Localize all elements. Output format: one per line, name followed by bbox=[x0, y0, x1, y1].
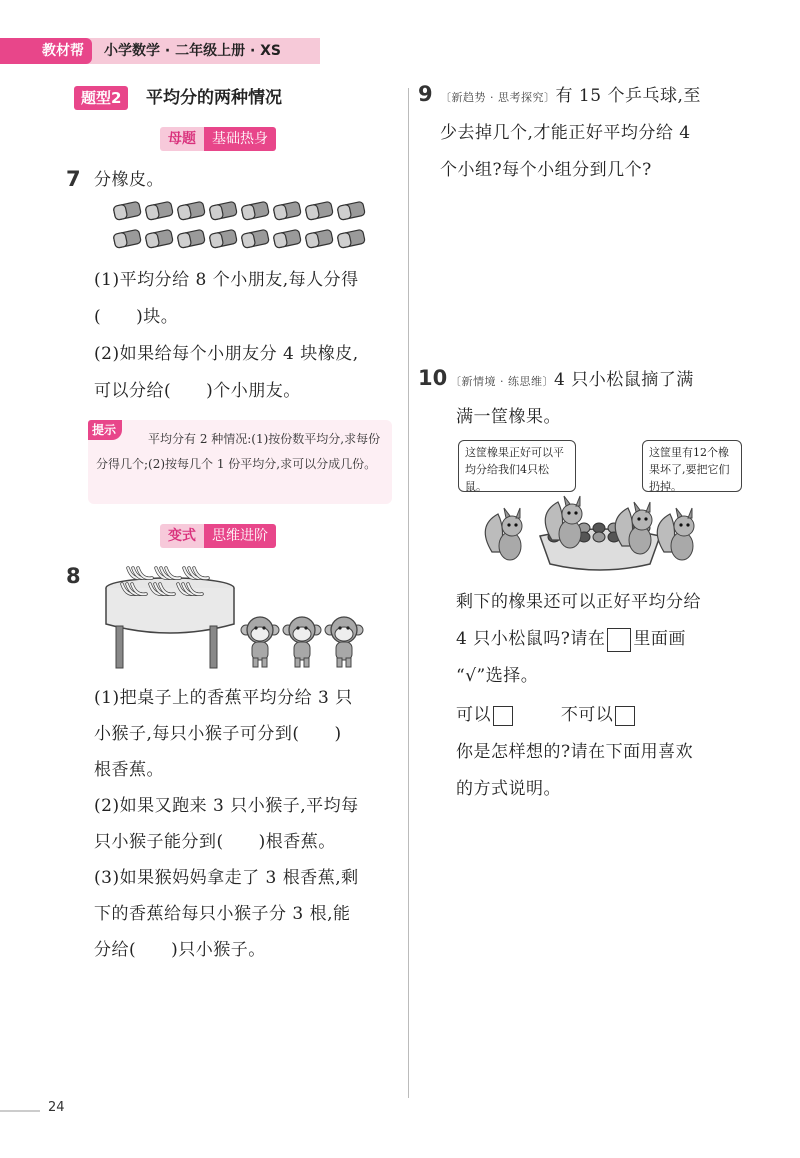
q9-line1-text: 有 15 个乒乓球,至 bbox=[555, 86, 701, 106]
q7-title: 分橡皮。 bbox=[94, 170, 164, 190]
footer-line bbox=[0, 1110, 40, 1112]
q7-p1-line2: ( )块。 bbox=[94, 307, 179, 327]
q9-line2: 少去掉几个,才能正好平均分给 4 bbox=[440, 123, 691, 143]
eraser-icon bbox=[209, 201, 237, 220]
q10-q-line2a: 4 只小松鼠吗?请在 bbox=[456, 629, 606, 649]
table-monkeys-illustration bbox=[98, 560, 388, 672]
table-leg-right bbox=[210, 626, 217, 668]
eraser-icon bbox=[273, 201, 301, 220]
q7-p2-line1: (2)如果给每个小朋友分 4 块橡皮, bbox=[94, 344, 359, 364]
pill-basic-a: 母题 bbox=[160, 127, 204, 151]
section-tag: 题型2 bbox=[74, 86, 128, 110]
book-title: 小学数学 · 二年级上册 · XS bbox=[104, 43, 282, 59]
q8-p3-line1: (3)如果猴妈妈拿走了 3 根香蕉,剩 bbox=[94, 868, 359, 888]
q8-p3-line3: 分给( )只小猴子。 bbox=[94, 940, 266, 960]
q9-line1 bbox=[440, 78, 701, 116]
option-no-checkbox[interactable] bbox=[615, 706, 635, 726]
eraser-icon bbox=[113, 229, 141, 248]
banana-bunch-icon bbox=[156, 568, 180, 578]
q10-tag: 〔新情境 · 练思维〕 bbox=[450, 375, 554, 388]
q10-q-line2b: 里面画 bbox=[633, 629, 686, 649]
speech-bubble-right: 这筐里有12个橡果坏了,要把它们扔掉。 bbox=[642, 440, 742, 492]
q8-number: 8 bbox=[66, 564, 81, 588]
option-no-label: 不可以 bbox=[560, 705, 614, 725]
eraser-icon bbox=[145, 201, 173, 220]
q7-p2-line2: 可以分给( )个小朋友。 bbox=[94, 381, 301, 401]
monkey-icon bbox=[325, 617, 363, 667]
column-divider bbox=[408, 88, 409, 1098]
q10-q-line2 bbox=[456, 621, 686, 658]
eraser-icon bbox=[209, 229, 237, 248]
q8-p1-line3: 根香蕉。 bbox=[94, 760, 164, 780]
page-number: 24 bbox=[48, 1100, 65, 1115]
q9-tag: 〔新趋势 · 思考探究〕 bbox=[440, 91, 556, 104]
q8-p3-line2: 下的香蕉给每只小猴子分 3 根,能 bbox=[94, 904, 351, 924]
eraser-icon bbox=[273, 229, 301, 248]
pill-variant-a: 变式 bbox=[160, 524, 204, 548]
eraser-icon bbox=[241, 229, 269, 248]
q7-p1-line1: (1)平均分给 8 个小朋友,每人分得 bbox=[94, 270, 359, 290]
q10-line2: 满一筐橡果。 bbox=[456, 407, 561, 427]
option-yes-label: 可以 bbox=[456, 705, 491, 725]
tip-text: 平均分有 2 种情况:(1)按份数平均分,求每份分得几个;(2)按每几个 1 份平均分,求可以分成几份。 bbox=[96, 432, 381, 471]
tip-label: 提示 bbox=[88, 420, 122, 440]
squirrel-icon bbox=[657, 508, 694, 560]
q8-p1-line1: (1)把桌子上的香蕉平均分给 3 只 bbox=[94, 688, 353, 708]
eraser-icon bbox=[337, 229, 365, 248]
monkey-icon bbox=[241, 617, 279, 667]
q10-expl-line1: 你是怎样想的?请在下面用喜欢 bbox=[456, 742, 694, 762]
table-leg-left bbox=[116, 626, 123, 668]
q10-number: 10 bbox=[418, 366, 448, 390]
q10-q-line3: “√”选择。 bbox=[456, 666, 539, 686]
eraser-icon bbox=[177, 201, 205, 220]
q8-p2-line2: 只小猴子能分到( )根香蕉。 bbox=[94, 832, 336, 852]
section-title: 平均分的两种情况 bbox=[146, 88, 282, 108]
brand-logo: 教材帮 bbox=[0, 38, 92, 64]
erasers-illustration bbox=[112, 200, 382, 256]
q8-p1-line2: 小猴子,每只小猴子可分到( ) bbox=[94, 724, 342, 744]
eraser-icon bbox=[113, 201, 141, 220]
q10-line1-text: 4 只小松鼠摘了满 bbox=[554, 370, 694, 390]
pill-variant-b: 思维进阶 bbox=[204, 524, 276, 548]
q8-p2-line1: (2)如果又跑来 3 只小猴子,平均每 bbox=[94, 796, 359, 816]
eraser-icon bbox=[337, 201, 365, 220]
q9-line3: 个小组?每个小组分到几个? bbox=[440, 160, 652, 180]
monkey-icon bbox=[283, 617, 321, 667]
option-yes-checkbox[interactable] bbox=[493, 706, 513, 726]
pill-variant bbox=[160, 524, 276, 548]
q10-options bbox=[456, 697, 637, 734]
squirrel-icon bbox=[485, 508, 522, 560]
eraser-icon bbox=[305, 229, 333, 248]
speech-bubble-left: 这筐橡果正好可以平均分给我们4只松鼠。 bbox=[458, 440, 576, 492]
eraser-icon bbox=[241, 201, 269, 220]
banana-bunch-icon bbox=[128, 568, 152, 578]
eraser-icon bbox=[177, 229, 205, 248]
eraser-icon bbox=[145, 229, 173, 248]
pill-basic-b: 基础热身 bbox=[204, 127, 276, 151]
squirrels-basket-illustration bbox=[470, 492, 720, 582]
q9-number: 9 bbox=[418, 82, 433, 106]
q10-q-line1: 剩下的橡果还可以正好平均分给 bbox=[456, 592, 701, 612]
pill-basic bbox=[160, 127, 276, 151]
q7-number: 7 bbox=[66, 167, 81, 191]
q10-expl-line2: 的方式说明。 bbox=[456, 779, 561, 799]
banana-bunch-icon bbox=[184, 568, 208, 578]
acorn-icon bbox=[593, 532, 605, 542]
q10-line1 bbox=[450, 362, 694, 400]
sample-checkbox bbox=[607, 628, 631, 652]
eraser-icon bbox=[305, 201, 333, 220]
